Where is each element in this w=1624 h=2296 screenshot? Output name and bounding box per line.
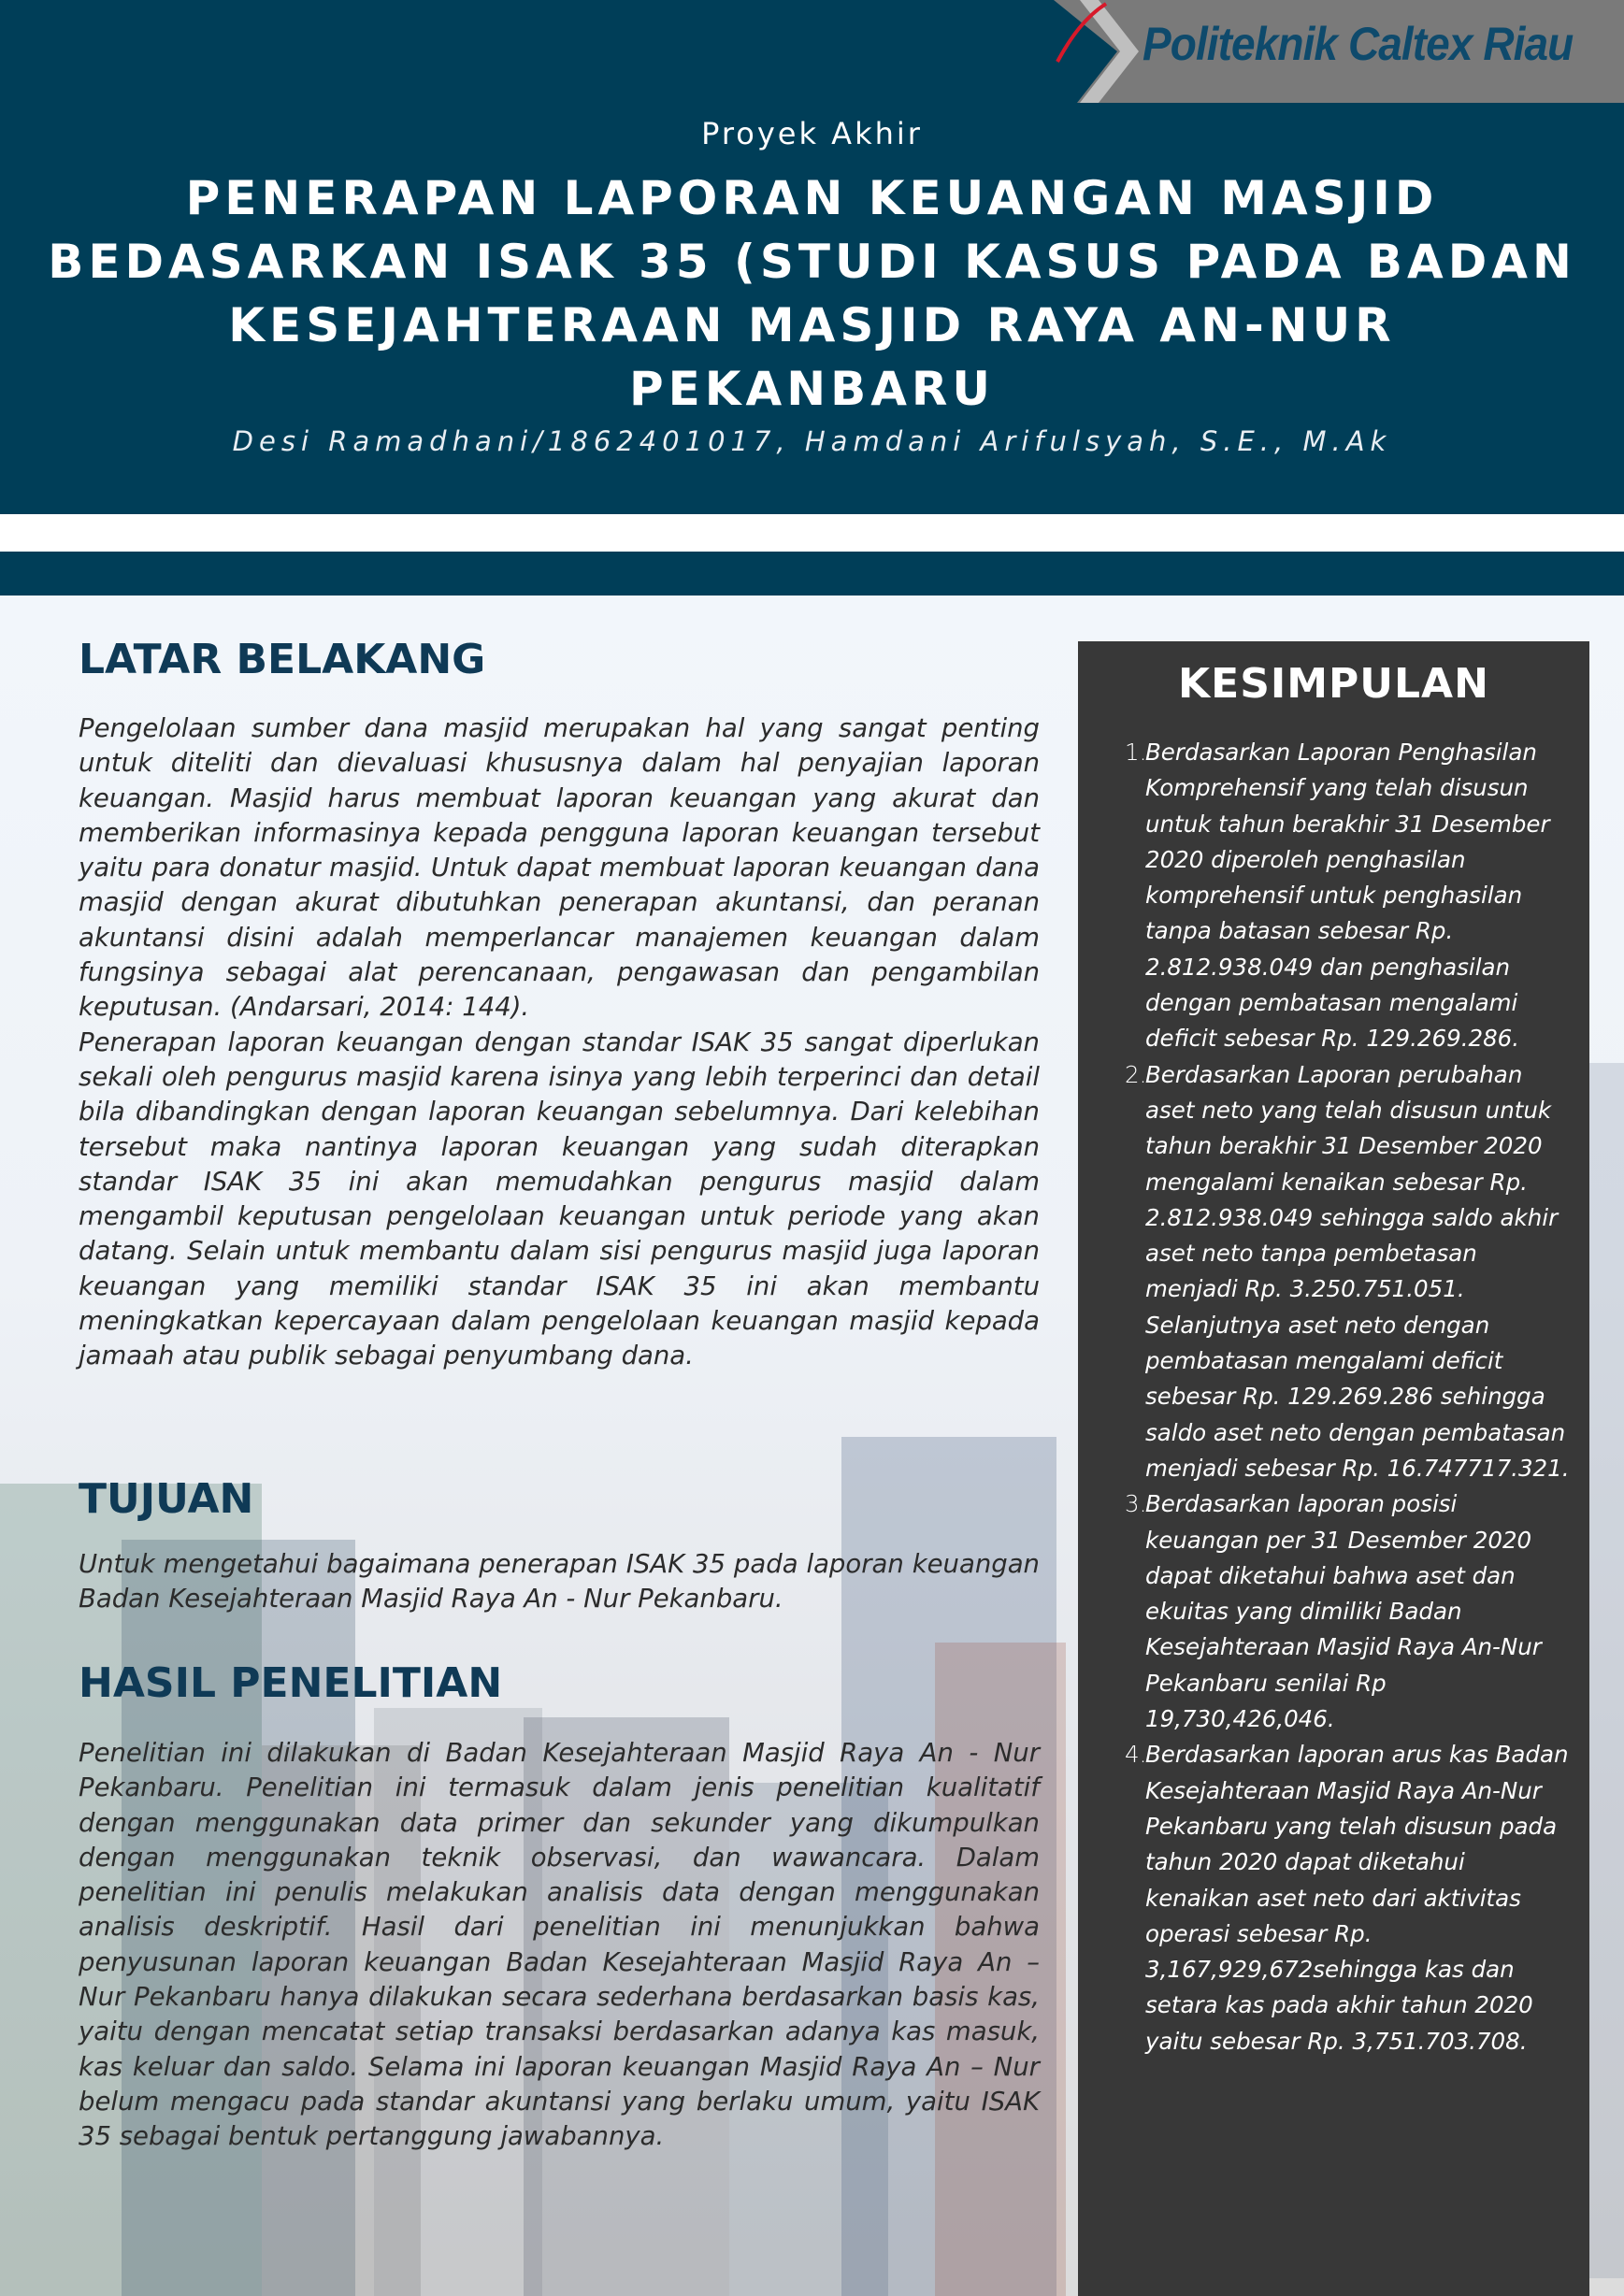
heading-kesimpulan: KESIMPULAN (1178, 660, 1489, 708)
divider-navy (0, 552, 1624, 596)
divider-white (0, 514, 1624, 552)
list-item (1125, 1057, 1574, 1487)
list-item (1125, 735, 1574, 1057)
heading-latar-belakang: LATAR BELAKANG (79, 636, 486, 683)
hasil-penelitian-text: Penelitian ini dilakukan di Badan Kesejahteraan Masjid Raya An - Nur Pekanbaru. Penelitian ini termasuk dalam jenis penelitian kualitatif dengan menggunakan data primer dan sekunder yang dikumpulkan dengan menggunakan teknik observasi, dan wawancara. Dalam penelitian ini penulis melakukan analisis data dengan menggunakan analisis deskriptif. Hasil dari penelitian ini menunjukkan bahwa penyusunan laporan keuangan Badan Kesejahteraan Masjid Raya An – Nur Pekanbaru hanya dilakukan secara sederhana berdasarkan basis kas, yaitu dengan mencatat setiap transaksi berdasarkan adanya kas masuk, kas keluar dan saldo. Selama ini laporan keuangan Masjid Raya An – Nur belum mengacu pada standar akuntansi yang berlaku umum, yaitu ISAK 35 sebagai bentuk pertanggung jawabannya. (79, 1738, 1040, 2152)
title-line: PENERAPAN LAPORAN KEUANGAN MASJID (185, 171, 1439, 225)
paragraph: Pengelolaan sumber dana masjid merupakan hal yang sangat penting untuk diteliti dan dievaluasi khususnya dalam hal penyajian laporan keuangan. Masjid harus membuat laporan keuangan yang akurat dan memberikan informasinya kepada pengguna laporan keuangan tersebut yaitu para donatur masjid. Untuk dapat membuat laporan keuangan dana masjid dengan akurat dibutuhkan penerapan akuntansi, dan peranan akuntansi disini adalah memperlancar manajemen keuangan dalam fungsinya sebagai alat perencanaan, pengawasan dan pengambilan keputusan. (Andarsari, 2014: 144). (79, 713, 1040, 1023)
item-number: 2. (1125, 1060, 1147, 1088)
tujuan-text: Untuk mengetahui bagaimana penerapan ISAK 35 pada laporan keuangan Badan Kesejahteraan Masjid Raya An - Nur Pekanbaru. (79, 1549, 1040, 1614)
list-item (1125, 1486, 1574, 1737)
poster-header (0, 0, 1624, 514)
item-number: 4. (1125, 1741, 1147, 1769)
title-line: PEKANBARU (629, 362, 995, 416)
title-line: BEDASARKAN ISAK 35 (STUDI KASUS PADA BADAN (48, 235, 1576, 289)
kesimpulan-list (1125, 735, 1574, 2059)
logo-swoosh-icon (1054, 0, 1110, 65)
logo-text: Politeknik Caltex Riau (1143, 18, 1574, 70)
poster-subtitle: Proyek Akhir (701, 116, 923, 151)
poster-title (28, 166, 1596, 421)
latar-belakang-text (79, 711, 1040, 1374)
paragraph: Penerapan laporan keuangan dengan standar ISAK 35 sangat diperlukan sekali oleh pengurus masjid karena isinya yang lebih terperinci dan detail bila dibandingkan dengan laporan keuangan sebelumnya. Dari kelebihan tersebut maka nantinya laporan keuangan yang sudah diterapkan standar ISAK 35 ini akan memudahkan pengurus masjid dalam mengambil keputusan pengelolaan keuangan untuk periode yang akan datang. Selain untuk membantu dalam sisi pengurus masjid juga laporan keuangan yang memiliki standar ISAK 35 ini akan membantu meningkatkan kepercayaan dalam pengelolaan keuangan masjid kepada jamaah atau publik sebagai penyumbang dana. (79, 1026, 1040, 1371)
institution-logo (1054, 0, 1624, 103)
item-text: Berdasarkan Laporan perubahan aset neto yang telah disusun untuk tahun berakhir 31 Desember 2020 mengalami kenaikan sebesar Rp. 2.812.938.049 sehingga saldo akhir aset neto tanpa pembetasan menjadi Rp. 3.250.751.051. Selanjutnya aset neto dengan pembatasan mengalami deficit sebesar Rp. 129.269.286 sehingga saldo aset neto dengan pembatasan menjadi sebesar Rp. 16.747717.321. (1145, 1060, 1570, 1482)
heading-tujuan: TUJUAN (79, 1475, 254, 1523)
authors-line: Desi Ramadhani/1862401017, Hamdani Arifulsyah, S.E., M.Ak (232, 425, 1392, 457)
item-text: Berdasarkan laporan arus kas Badan Kesejahteraan Masjid Raya An-Nur Pekanbaru yang telah disusun pada tahun 2020 dapat diketahui kenaikan aset neto dari aktivitas operasi sebesar Rp. 3,167,929,672sehingga kas dan setara kas pada akhir tahun 2020 yaitu sebesar Rp. 3,751.703.708. (1145, 1741, 1569, 2055)
list-item (1125, 1737, 1574, 2059)
heading-hasil-penelitian: HASIL PENELITIAN (79, 1659, 503, 1707)
item-text: Berdasarkan Laporan Penghasilan Komprehensif yang telah disusun untuk tahun berakhir 31 Desember 2020 diperoleh penghasilan komprehensif untuk penghasilan tanpa batasan sebesar Rp. 2.812.938.049 dan penghasilan dengan pembatasan mengalami deficit sebesar Rp. 129.269.286. (1145, 739, 1550, 1053)
kesimpulan-panel (1078, 641, 1589, 2296)
item-text: Berdasarkan laporan posisi keuangan per 31 Desember 2020 dapat diketahui bahwa aset dan ekuitas yang dimiliki Badan Kesejahteraan Masjid Raya An-Nur Pekanbaru senilai Rp 19,730,426,046. (1145, 1490, 1542, 1733)
item-number: 3. (1125, 1490, 1147, 1518)
item-number: 1. (1125, 739, 1147, 766)
title-line: KESEJAHTERAAN MASJID RAYA AN-NUR (228, 298, 1396, 352)
